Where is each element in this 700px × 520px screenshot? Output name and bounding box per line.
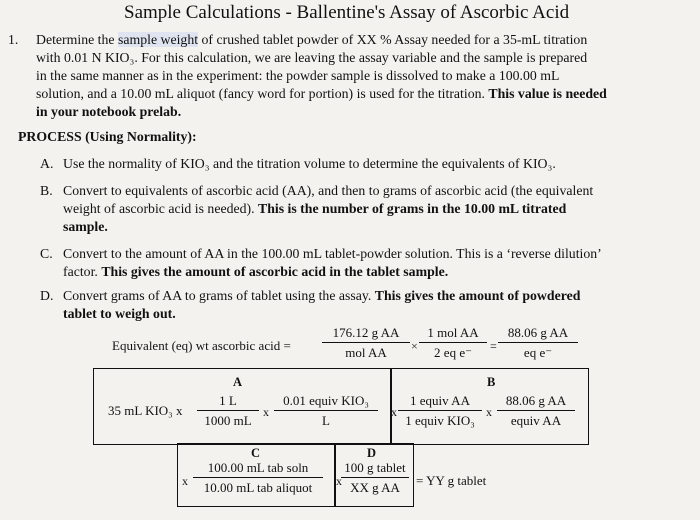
- item1-line1-start: Determine the: [36, 32, 118, 47]
- step-c-line1: Convert to the amount of AA in the 100.00 mL tablet-powder solution. This is a ‘reverse dilution’: [63, 246, 602, 261]
- item1-line1: [36, 33, 587, 47]
- step-b-line1: Convert to equivalents of ascorbic acid (AA), and then to grams of ascorbic acid (the equivalent: [63, 183, 594, 198]
- item1-line2: with 0.01 N KIO₃. For this calculation, we are leaving the assay variable and the sample is prepared: [36, 50, 588, 65]
- step-b-letter: B.: [40, 183, 53, 198]
- fraction-numerator: 100.00 mL tab soln: [193, 460, 323, 478]
- label-b: B: [487, 375, 496, 389]
- fraction-denominator: eq e⁻: [523, 345, 553, 360]
- highlighted-phrase: sample weight: [117, 32, 199, 47]
- step-d-line1-bold: This gives the amount of powdered: [374, 288, 581, 303]
- item1-line4-bold: This value is needed: [488, 86, 607, 101]
- fraction-numerator: 1 equiv AA: [398, 393, 482, 411]
- fraction-numerator: 100 g tablet: [341, 460, 409, 478]
- eq-weight-fraction-3: [498, 325, 578, 361]
- times-sign: ×: [411, 339, 418, 353]
- item1-line4: [36, 87, 607, 101]
- step-d-line2: tablet to weigh out.: [63, 306, 176, 321]
- calc-fraction-b1: [398, 393, 482, 429]
- step-c-line2-text: factor.: [63, 264, 102, 279]
- eq-weight-fraction-2: [419, 325, 487, 361]
- fraction-numerator: 88.06 g AA: [497, 393, 575, 411]
- page-title: Sample Calculations - Ballentine's Assay of Ascorbic Acid: [124, 2, 570, 23]
- multiply-sign: x: [391, 405, 397, 419]
- process-heading: PROCESS (Using Normality):: [18, 129, 197, 144]
- step-d-line1-text: Convert grams of AA to grams of tablet using the assay.: [63, 288, 375, 303]
- item1-line5: in your notebook prelab.: [36, 104, 182, 119]
- multiply-sign: x: [336, 474, 342, 488]
- eq-weight-label: Equivalent (eq) wt ascorbic acid =: [112, 338, 291, 353]
- label-c: C: [251, 446, 261, 460]
- equals-sign: =: [490, 339, 497, 353]
- step-b-line3: sample.: [63, 219, 108, 234]
- fraction-numerator: 176.12 g AA: [322, 325, 410, 343]
- multiply-sign: x: [486, 405, 492, 419]
- item1-line3: in the same manner as in the experiment: the powder sample is dissolved to make a 100.00 mL: [36, 68, 560, 83]
- calc-fraction-b2: [497, 393, 575, 429]
- step-a-line1: Use the normality of KIO₃ and the titration volume to determine the equivalents of KIO₃.: [63, 156, 556, 171]
- fraction-denominator: 1000 mL: [204, 413, 252, 428]
- fraction-denominator: equiv AA: [510, 413, 562, 428]
- step-c-line2: [63, 265, 448, 279]
- multiply-sign: x: [182, 474, 188, 488]
- fraction-numerator: 88.06 g AA: [498, 325, 578, 343]
- calc-fraction-c: [193, 460, 323, 496]
- step-c-letter: C.: [40, 246, 53, 261]
- item-number: 1.: [8, 32, 19, 47]
- fraction-denominator: 1 equiv KIO₃: [405, 413, 475, 428]
- fraction-denominator: XX g AA: [350, 480, 400, 495]
- label-a: A: [233, 375, 243, 389]
- fraction-numerator: 1 mol AA: [419, 325, 487, 343]
- multiply-sign: x: [263, 405, 269, 419]
- step-b-line2-text: weight of ascorbic acid is needed).: [63, 201, 258, 216]
- step-a-letter: A.: [40, 156, 54, 171]
- step-d-line1: [63, 289, 580, 303]
- fraction-denominator: L: [322, 413, 330, 428]
- calc-fraction-a1: [197, 393, 259, 429]
- start-quantity: 35 mL KIO₃ x: [108, 403, 183, 418]
- eq-weight-fraction-1: [322, 325, 410, 361]
- step-b-line2-bold: This is the number of grams in the 10.00 mL titrated: [258, 201, 567, 216]
- calc-fraction-a2: [274, 393, 378, 429]
- item1-line1-end: of crushed tablet powder of XX % Assay needed for a 35-mL titration: [198, 32, 588, 47]
- item1-line4-text: solution, and a 10.00 mL aliquot (fancy word for portion) is used for the titration.: [36, 86, 489, 101]
- calc-fraction-d: [341, 460, 409, 496]
- label-d: D: [367, 446, 377, 460]
- step-c-line2-bold: This gives the amount of ascorbic acid in the tablet sample.: [101, 264, 449, 279]
- step-d-letter: D.: [40, 288, 54, 303]
- fraction-numerator: 0.01 equiv KIO₃: [274, 393, 378, 411]
- fraction-denominator: 10.00 mL tab aliquot: [203, 480, 313, 495]
- fraction-numerator: 1 L: [197, 393, 259, 411]
- step-b-line2: [63, 202, 566, 216]
- fraction-denominator: 2 eq e⁻: [434, 345, 472, 360]
- fraction-denominator: mol AA: [345, 345, 387, 360]
- calc-result: = YY g tablet: [416, 473, 487, 488]
